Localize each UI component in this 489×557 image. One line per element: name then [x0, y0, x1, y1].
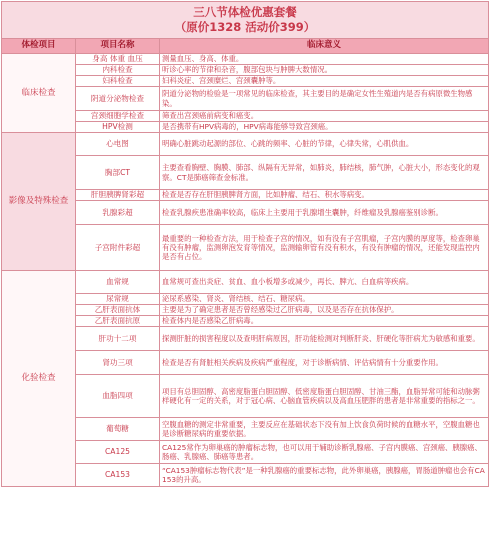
item-name-cell: 心电图 [76, 133, 160, 156]
meaning-cell: 探测肝脏的损害程度以及查明肝病原因，肝功能检测对判断肝炎、肝硬化等肝病尤为敏感和重要。 [160, 327, 489, 351]
item-name-cell: CA125 [76, 441, 160, 464]
checkup-table [1, 1, 489, 487]
meaning-cell: 最重要的一种检查方法，用于检查子宫的情况，如有没有子宫肌瘤，子宫内膜的厚度等，检查卵巢有没有肿瘤，监测卵泡发育等情况，监测输卵管有没有积水，有没有肿瘤的情况，还能发现监控内是否有占位。 [160, 225, 489, 271]
table-row [2, 294, 489, 305]
item-name-cell: 尿常规 [76, 294, 160, 305]
item-name-cell: 胸部CT [76, 156, 160, 190]
meaning-cell: 空腹血糖的测定非常重要，主要反应在基础状态下没有加上饮食负荷时候的血糖水平，空腹血糖也是诊断糖尿病的重要依据。 [160, 418, 489, 441]
meaning-cell: 明确心脏跳动起源的部位、心跳的频率、心脏的节律，心律失常，心肌供血。 [160, 133, 489, 156]
table-row [2, 111, 489, 122]
meaning-cell: 检查乳腺疾患准确率较高，临床上主要用于乳腺增生囊肿，纤维瘤及乳腺癌鉴别诊断。 [160, 201, 489, 225]
table-row [2, 122, 489, 133]
table-row [2, 351, 489, 375]
title-line-1: 三八节体检优惠套餐 [193, 5, 297, 19]
item-name-cell: 肾功三项 [76, 351, 160, 375]
table-row [2, 76, 489, 87]
item-name-cell: 妇科检查 [76, 76, 160, 87]
meaning-cell: CA125常作为卵巢癌的肿瘤标志物，也可以用于辅助诊断乳腺癌、子宫内膜癌、宫颈癌、胰腺癌、肠癌、乳腺癌、肺癌等患者。 [160, 441, 489, 464]
meaning-cell: 筛查出宫颈癌前病变和癌变。 [160, 111, 489, 122]
header-item: 项目名称 [76, 39, 160, 54]
meaning-cell: 听诊心率的节律和杂音，腹部包块与肿脾大数情况。 [160, 65, 489, 76]
table-row [2, 316, 489, 327]
item-name-cell: 葡萄糖 [76, 418, 160, 441]
item-name-cell: 子宫附件彩超 [76, 225, 160, 271]
title-row [2, 2, 489, 39]
item-name-cell: 血脂四项 [76, 375, 160, 418]
meaning-cell: 测量血压、身高、体重。 [160, 54, 489, 65]
table-row [2, 441, 489, 464]
table-row [2, 418, 489, 441]
meaning-cell: 阴道分泌物的检验是一项常见的临床检查，其主要目的是确定女性生殖道内是否有病原微生物感染。 [160, 87, 489, 111]
meaning-cell: 血常规可查出炎症、贫血、血小板增多或减少，再长、脾亢、白血病等疾病。 [160, 271, 489, 294]
item-name-cell: 乙肝表面抗体 [76, 305, 160, 316]
item-name-cell: 内科检查 [76, 65, 160, 76]
meaning-cell: 检查是否存在肝胆胰脾肾方面，比如肿瘤、结石、积水等病变。 [160, 190, 489, 201]
category-cell: 临床检查 [2, 54, 76, 133]
table-row [2, 54, 489, 65]
header-category: 体检项目 [2, 39, 76, 54]
meaning-cell: 检查体内是否感染乙肝病毒。 [160, 316, 489, 327]
item-name-cell: HPV检测 [76, 122, 160, 133]
meaning-cell: 泌尿系感染、肾炎、肾结核、结石、糖尿病。 [160, 294, 489, 305]
table-row [2, 156, 489, 190]
table-title [2, 2, 489, 39]
table-row [2, 464, 489, 487]
table-row [2, 375, 489, 418]
meaning-cell: 妇科炎症、宫颈糜烂、宫颈囊肿等。 [160, 76, 489, 87]
meaning-cell: “CA153肿瘤标志物代表”是一种乳腺癌的重要标志物，此外卵巢癌，胰腺癌，胃肠道肿瘤也会有CA153的升高。 [160, 464, 489, 487]
item-name-cell: 身高 体重 血压 [76, 54, 160, 65]
header-row [2, 39, 489, 54]
item-name-cell: 乙肝表面抗原 [76, 316, 160, 327]
meaning-cell: 检查是否有肾脏相关疾病及疾病严重程度，对于诊断病情、评估病情有十分重要作用。 [160, 351, 489, 375]
table-row [2, 190, 489, 201]
meaning-cell: 项目有总胆固醇、高密度脂蛋白胆固醇、低密度脂蛋白胆固醇、甘油三酯，血脂异常可能和动脉粥样硬化有一定的关系，对于冠心病、心脑血管疾病以及高血压肥胖的患者是非常重要的指标之一。 [160, 375, 489, 418]
table-row [2, 225, 489, 271]
table-row [2, 305, 489, 316]
meaning-cell: 主要查看胸壁、胸膜、肺部、纵隔有无异常，如肺炎，肺结核，肺气肿，心脏大小，形态变化的观察。CT是肺癌筛查金标准。 [160, 156, 489, 190]
meaning-cell: 主要是为了确定患者是否曾经感染过乙肝病毒，以及是否存在抗体保护。 [160, 305, 489, 316]
table-row [2, 65, 489, 76]
item-name-cell: 肝胆胰脾肾彩超 [76, 190, 160, 201]
item-name-cell: 阴道分泌物检查 [76, 87, 160, 111]
item-name-cell: CA153 [76, 464, 160, 487]
header-meaning: 临床意义 [160, 39, 489, 54]
item-name-cell: 血常规 [76, 271, 160, 294]
item-name-cell: 宫颈细胞学检查 [76, 111, 160, 122]
table-row [2, 201, 489, 225]
category-cell: 影像及特殊检查 [2, 133, 76, 271]
table-row [2, 327, 489, 351]
item-name-cell: 肝功十二项 [76, 327, 160, 351]
table-row [2, 133, 489, 156]
table-row [2, 271, 489, 294]
item-name-cell: 乳腺彩超 [76, 201, 160, 225]
meaning-cell: 是否携带有HPV病毒的，HPV病毒能够导致宫颈癌。 [160, 122, 489, 133]
table-row [2, 87, 489, 111]
category-cell: 化验检查 [2, 271, 76, 487]
title-line-2: （原价1328 活动价399） [174, 20, 316, 34]
